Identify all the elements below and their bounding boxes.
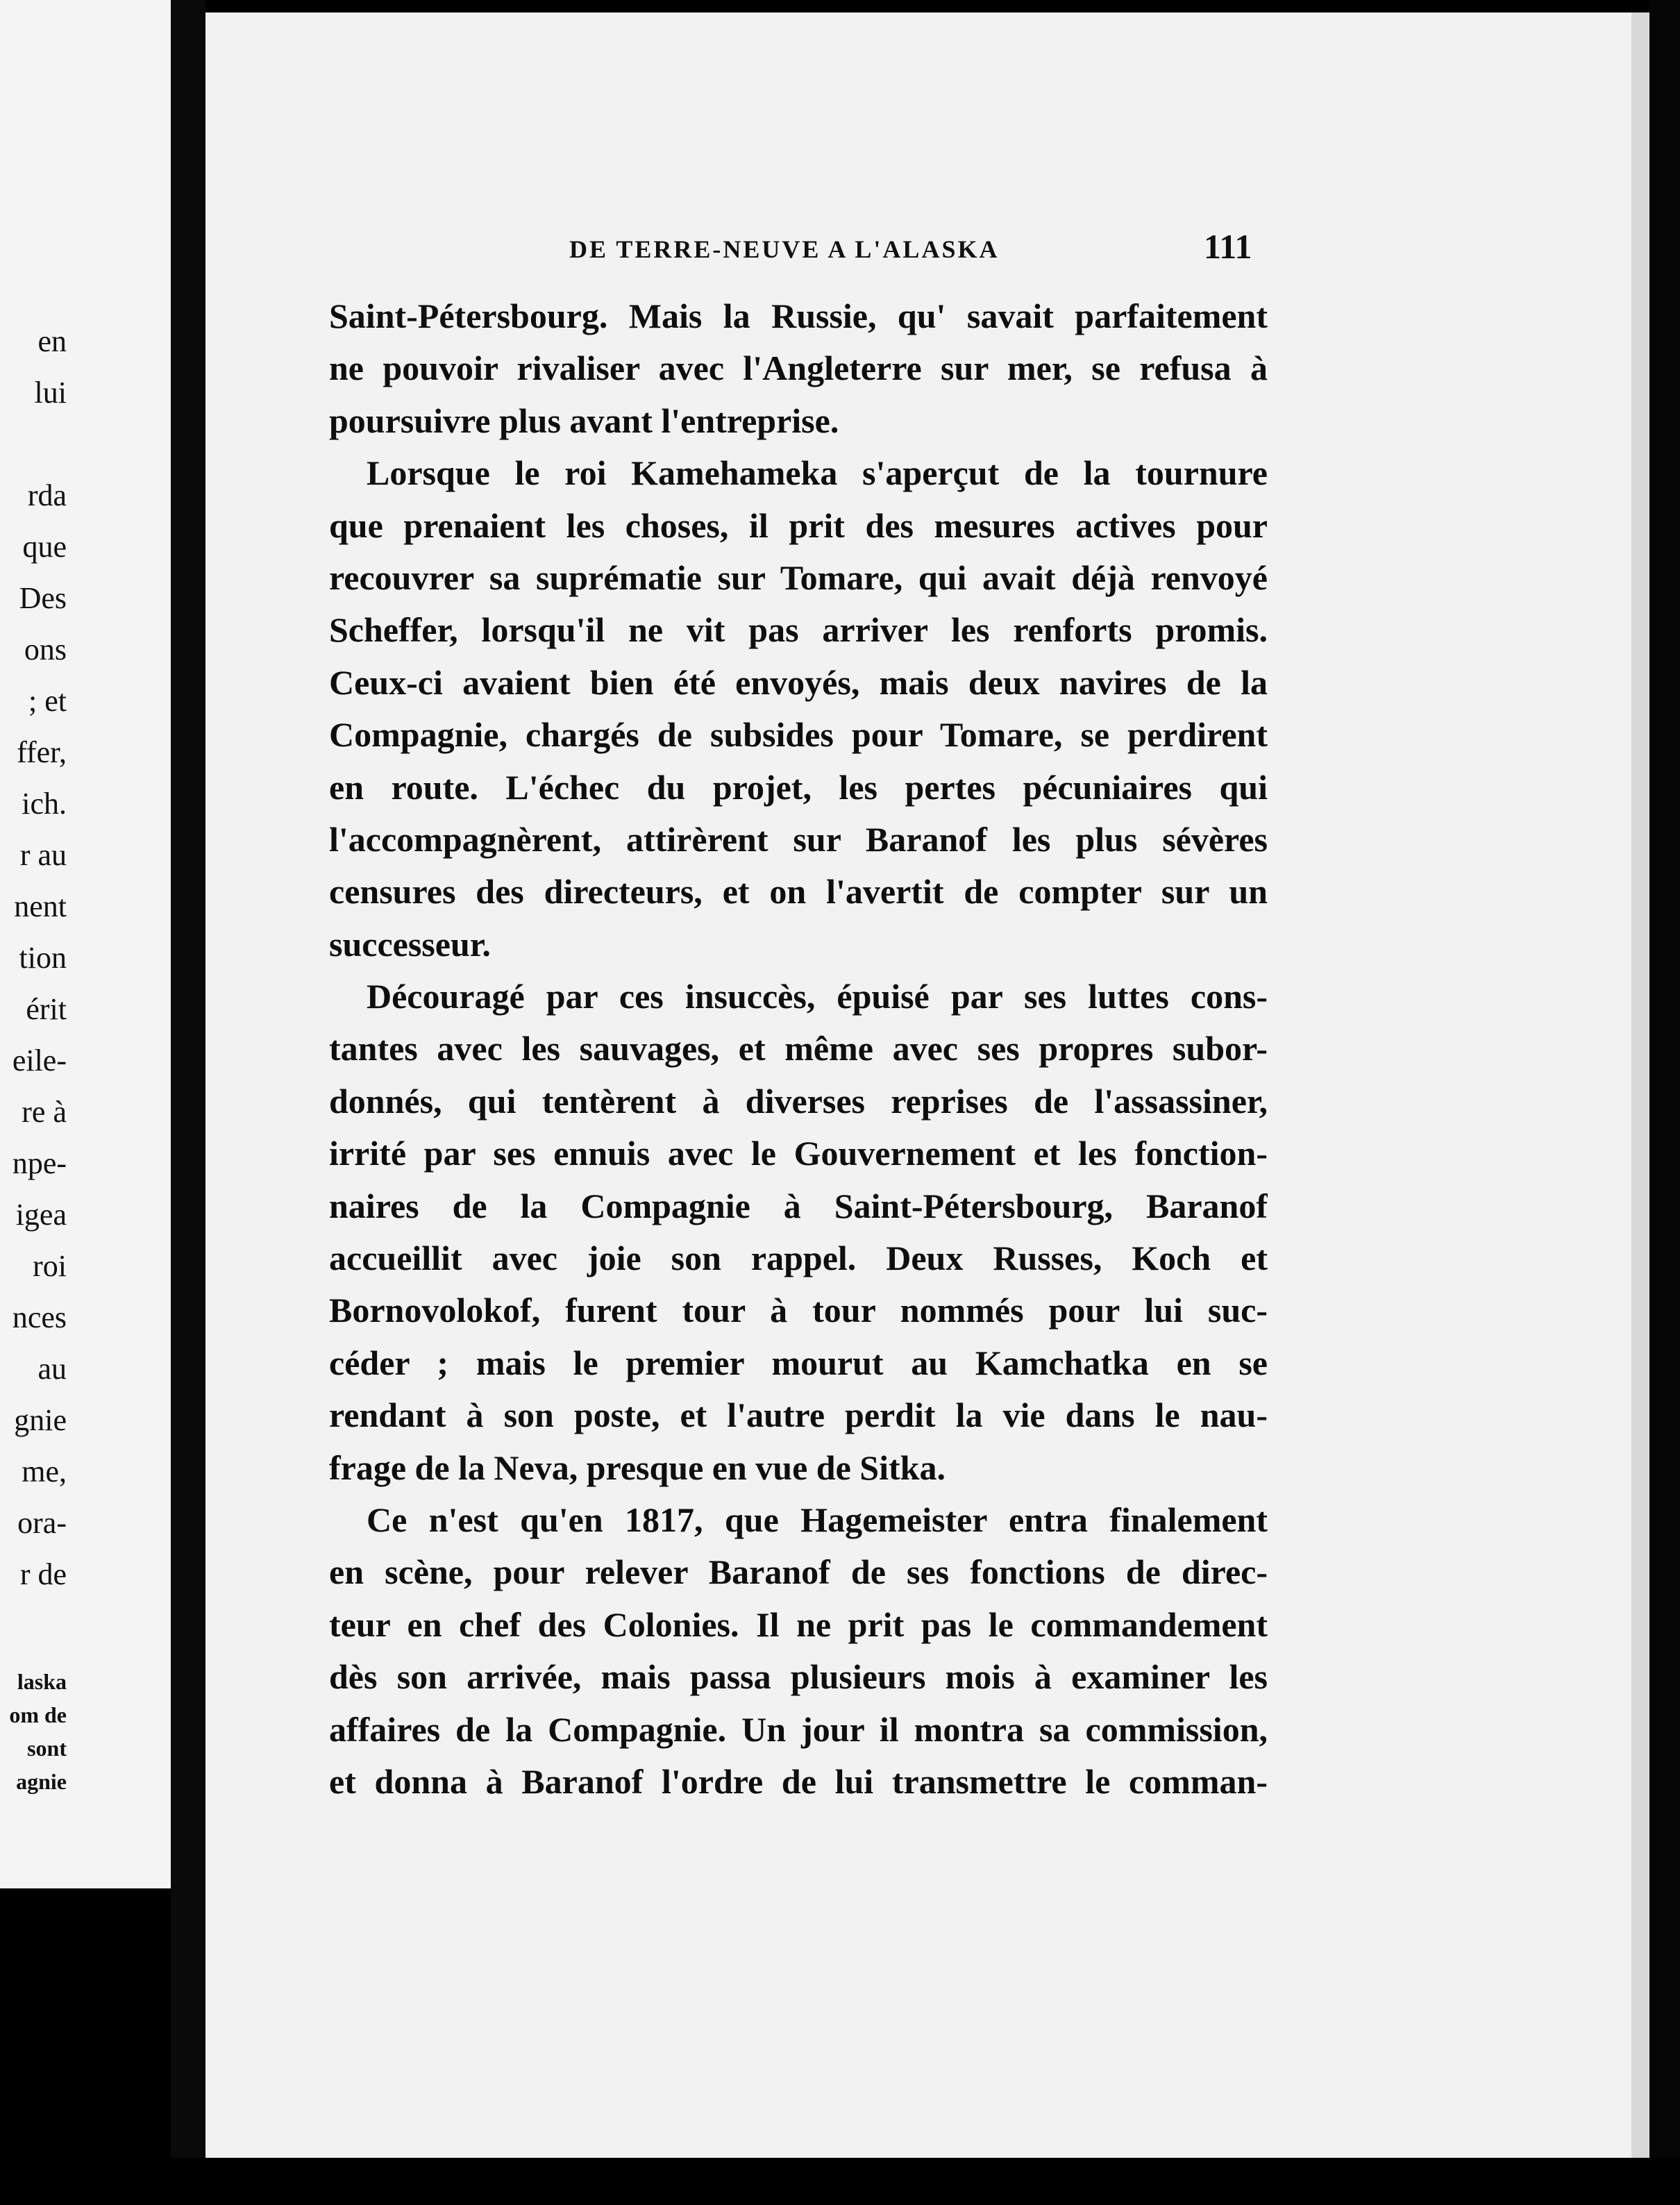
left-page-line: ; et — [28, 684, 67, 718]
left-page-line: igea — [15, 1198, 67, 1232]
left-page-line: ffer, — [17, 735, 67, 769]
left-page-line: en — [37, 324, 67, 358]
text-line: affaires de la Compagnie. Un jour il montra sa commission, — [329, 1709, 1268, 1749]
text-line: en scène, pour relever Baranof de ses fonctions de direc- — [329, 1552, 1268, 1592]
left-page-line: r au — [19, 838, 67, 872]
book-gutter — [171, 0, 205, 2205]
text-line: donnés, qui tentèrent à diverses reprises de l'assassiner, — [329, 1081, 1268, 1121]
text-line: céder ; mais le premier mourut au Kamchatka en se — [329, 1343, 1268, 1382]
scan-border-right — [1649, 0, 1680, 2205]
text-line: successeur. — [329, 924, 491, 964]
page-number: 111 — [1204, 227, 1252, 266]
left-page-note-line: agnie — [16, 1769, 67, 1794]
body-text — [329, 290, 1268, 1808]
text-line: dès son arrivée, mais passa plusieurs mois à examiner les — [329, 1657, 1268, 1697]
left-page-line: que — [22, 530, 67, 564]
left-page-line: nent — [14, 889, 67, 923]
left-page-line: tion — [19, 941, 67, 975]
left-page-note-line: laska — [17, 1669, 67, 1694]
text-line: Compagnie, chargés de subsides pour Tomare, se perdirent — [329, 715, 1268, 755]
text-line: teur en chef des Colonies. Il ne prit pas le commandement — [329, 1604, 1268, 1644]
left-page-line: ora- — [17, 1506, 67, 1540]
left-page-line: rda — [27, 478, 67, 512]
text-line: Découragé par ces insuccès, épuisé par ses luttes cons- — [367, 977, 1268, 1016]
left-page-note-line: om de — [9, 1702, 67, 1727]
text-line: Ce n'est qu'en 1817, que Hagemeister entra finalement — [367, 1500, 1268, 1539]
text-line: accueillit avec joie son rappel. Deux Russes, Koch et — [329, 1239, 1268, 1278]
left-page-line: roi — [33, 1249, 67, 1283]
scan-border-bottom — [0, 2158, 1680, 2205]
left-page-line: Des — [19, 581, 67, 615]
text-line: en route. L'échec du projet, les pertes pécuniaires qui — [329, 767, 1268, 807]
left-page-line: npe- — [12, 1146, 67, 1180]
running-head: DE TERRE-NEUVE A L'ALASKA — [569, 235, 1000, 263]
text-line: rendant à son poste, et l'autre perdit la vie dans le nau- — [329, 1395, 1268, 1435]
page-edge — [1631, 12, 1649, 2158]
left-page-line: eile- — [12, 1043, 67, 1078]
text-line: irrité par ses ennuis avec le Gouvernement et les fonction- — [329, 1134, 1268, 1173]
text-line: Saint-Pétersbourg. Mais la Russie, qu' savait parfaitement — [329, 296, 1268, 335]
text-line: tantes avec les sauvages, et même avec ses propres subor- — [329, 1029, 1268, 1068]
text-line: l'accompagnèrent, attirèrent sur Baranof les plus sévères — [329, 819, 1268, 859]
text-line: poursuivre plus avant l'entreprise. — [329, 401, 839, 440]
text-line: recouvrer sa suprématie sur Tomare, qui avait déjà renvoyé — [329, 557, 1268, 597]
text-line: Ceux-ci avaient bien été envoyés, mais deux navires de la — [329, 662, 1268, 702]
left-page-line: au — [37, 1352, 67, 1386]
left-page-line: nces — [12, 1300, 67, 1334]
text-line: Scheffer, lorsqu'il ne vit pas arriver les renforts promis. — [329, 610, 1268, 650]
text-line: et donna à Baranof l'ordre de lui transmettre le comman- — [329, 1761, 1268, 1801]
left-page-fragment — [0, 0, 171, 1888]
left-page-line: me, — [22, 1454, 67, 1489]
text-line: Lorsque le roi Kamehameka s'aperçut de la tournure — [367, 453, 1268, 493]
left-page-line: re à — [22, 1095, 67, 1129]
text-line: naires de la Compagnie à Saint-Pétersbourg, Baranof — [329, 1186, 1268, 1225]
left-page-line: r de — [19, 1557, 67, 1591]
text-line: ne pouvoir rivaliser avec l'Angleterre sur mer, se refusa à — [329, 349, 1268, 388]
left-page-line: lui — [34, 376, 67, 410]
text-line: Bornovolokof, furent tour à tour nommés pour lui suc- — [329, 1291, 1268, 1330]
left-page-note-line: sont — [27, 1736, 67, 1761]
left-page-line: ons — [24, 632, 67, 666]
left-page-line: gnie — [14, 1403, 67, 1437]
left-page-text — [0, 0, 171, 1888]
left-page-line: ich. — [22, 787, 67, 821]
text-line: censures des directeurs, et on l'avertit de compter sur un — [329, 872, 1268, 912]
left-page-line: érit — [26, 992, 67, 1026]
text-line: que prenaient les choses, il prit des mesures actives pour — [329, 505, 1268, 545]
text-line: frage de la Neva, presque en vue de Sitka. — [329, 1448, 946, 1487]
